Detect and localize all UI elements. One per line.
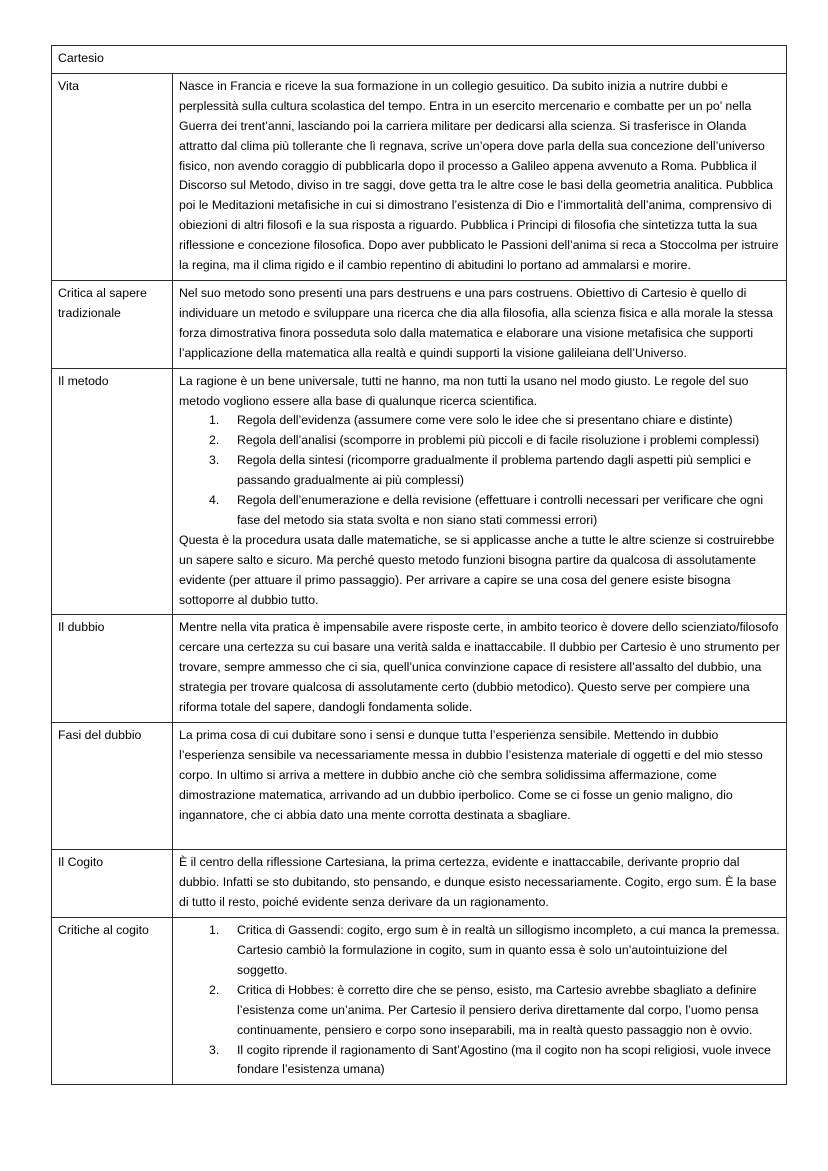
numbered-list xyxy=(179,411,781,530)
row-label: Il metodo xyxy=(52,368,173,615)
table-row xyxy=(52,918,787,1085)
row-label: Critiche al cogito xyxy=(52,918,173,1085)
row-content xyxy=(173,850,787,918)
list-item: Regola dell’enumerazione e della revisione (effettuare i controlli necessari per verificare che ogni fase del metodo sia stata svolta e non siano stati commessi errori) xyxy=(237,493,764,527)
row-content xyxy=(173,73,787,280)
list-item: Regola dell’evidenza (assumere come vere solo le idee che si presentano chiare e distinte) xyxy=(237,413,733,428)
row-label: Fasi del dubbio xyxy=(52,723,173,850)
paragraph: Questa è la procedura usata dalle matematiche, se si applicasse anche a tutte le altre scienze si costruirebbe un sapere salto e sicuro. Ma perché questo metodo funzioni bisogna partire da qualcosa di assolutamente evidente (per attuare il primo passaggio). Per arrivare a capire se una cosa del genere esiste bisogna sottoporre al dubbio tutto. xyxy=(179,532,775,607)
table-row xyxy=(52,615,787,723)
table-row xyxy=(52,280,787,368)
table-header xyxy=(52,46,787,74)
table-row xyxy=(52,368,787,615)
row-content xyxy=(173,918,787,1085)
list-item: Il cogito riprende il ragionamento di Sant’Agostino (ma il cogito non ha scopi religiosi, vuole invece fondare l’esistenza umana) xyxy=(237,1042,771,1077)
cartesio-notes-table xyxy=(51,45,787,1085)
row-content xyxy=(173,368,787,615)
list-item: Regola della sintesi (ricomporre gradualmente il problema partendo dagli aspetti più semplici e passando gradualmente ai più complessi) xyxy=(237,453,752,488)
table-row xyxy=(52,723,787,850)
table-header-row xyxy=(52,46,787,74)
list-item: Critica di Hobbes: è corretto dire che se penso, esisto, ma Cartesio avrebbe sbagliato a definire l’esistenza come un’anima. Per Cartesio il pensiero deriva direttamente dal corpo, l’uomo pensa continuamente, pensiero e corpo sono inseparabili, ma in realtà questo passaggio non è ovvio. xyxy=(237,982,759,1037)
table-body xyxy=(52,73,787,1084)
table-row xyxy=(52,850,787,918)
trailing-blank-line xyxy=(179,826,781,846)
row-content xyxy=(173,615,787,723)
row-label: Vita xyxy=(52,73,173,280)
list-item: Regola dell’analisi (scomporre in problemi più piccoli e di facile risoluzione i problemi complessi) xyxy=(237,433,760,448)
row-label: Il Cogito xyxy=(52,850,173,918)
paragraph: Nel suo metodo sono presenti una pars destruens e una pars costruens. Obiettivo di Cartesio è quello di individuare un metodo e sviluppare una ricerca che dia alla filosofia, alla scienza fisica e alla morale la stessa forza dimostrativa finora posseduta solo dalla matematica e elaborare una visione metafisica che supporti l’applicazione della matematica alla realtà e quindi supporti la visione galileiana dell’Universo. xyxy=(179,285,773,360)
row-content xyxy=(173,280,787,368)
paragraph: Nasce in Francia e riceve la sua formazione in un collegio gesuitico. Da subito inizia a nutrire dubbi e perplessità sulla cultura scolastica del tempo. Entra in un esercito mercenario e combatte per un po’ nella Guerra dei trent’anni, lasciando poi la carriera militare per dedicarsi alla scienza. Si trasferisce in Olanda attratto dal clima più tollerante che lì regnava, scrive un’opera dove parla della sua concezione dell’universo fisico, non avendo coraggio di pubblicarla dopo il processo a Galileo appena avvenuto a Roma. Pubblica il Discorso sul Metodo, diviso in tre saggi, dove getta tra le altre cose le basi della geometria analitica. Pubblica poi le Meditazioni metafisiche in cui si dimostrano l’esistenza di Dio e l’immortalità dell’anima, comprensivo di obiezioni di altri filosofi e la sua risposta a riguardo. Pubblica i Principi di filosofia che sintetizza tutta la sua riflessione e concezione filosofica. Dopo aver pubblicato le Passioni dell’anima si reca a Stoccolma per istruire la regina, ma il clima rigido e il cambio repentino di abitudini lo portano ad ammalarsi e morire. xyxy=(179,78,779,273)
list-item: Critica di Gassendi: cogito, ergo sum è in realtà un sillogismo incompleto, a cui manca la premessa. Cartesio cambiò la formulazione in cogito, sum in quanto essa è solo un’autointuizione del soggetto. xyxy=(237,923,780,977)
paragraph: La prima cosa di cui dubitare sono i sensi e dunque tutta l’esperienza sensibile. Mettendo in dubbio l’esperienza sensibile va necessariamente messa in dubbio l’esistenza materiale di oggetti e del mio stesso corpo. In ultimo si arriva a mettere in dubbio anche ciò che sembra solidissima affermazione, come dimostrazione matematica, arrivando ad un dubbio iperbolico. Come se ci fosse un genio maligno, dio ingannatore, che ci abbia dato una mente corrotta destinata a sbagliare. xyxy=(179,728,763,822)
paragraph: È il centro della riflessione Cartesiana, la prima certezza, evidente e inattaccabile, derivante proprio dal dubbio. Infatti se sto dubitando, sto pensando, e dunque esisto necessariamente. Cogito, ergo sum. È la base di tutto il resto, poiché evidente senza derivare da un ragionamento. xyxy=(179,855,777,910)
row-label: Il dubbio xyxy=(52,615,173,723)
paragraph: Mentre nella vita pratica è impensabile avere risposte certe, in ambito teorico è dovere dello scienziato/filosofo cercare una certezza su cui basare una verità salda e inattaccabile. Il dubbio per Cartesio è uno strumento per trovare, sempre ammesso che ci sia, quell’unica convinzione capace di resistere all’assalto del dubbio, una strategia per trovare qualcosa di assolutamente certo (dubbio metodico). Questo serve per compiere una riforma totale del sapere, dandogli fondamenta solide. xyxy=(179,620,780,715)
numbered-list xyxy=(179,921,781,1080)
table-title: Cartesio xyxy=(52,46,787,74)
row-label: Critica al sapere tradizionale xyxy=(52,280,173,368)
row-content xyxy=(173,723,787,850)
table-row xyxy=(52,73,787,280)
paragraph: La ragione è un bene universale, tutti ne hanno, ma non tutti la usano nel modo giusto. Le regole del suo metodo vogliono essere alla base di qualunque ricerca scientifica. xyxy=(179,373,749,408)
